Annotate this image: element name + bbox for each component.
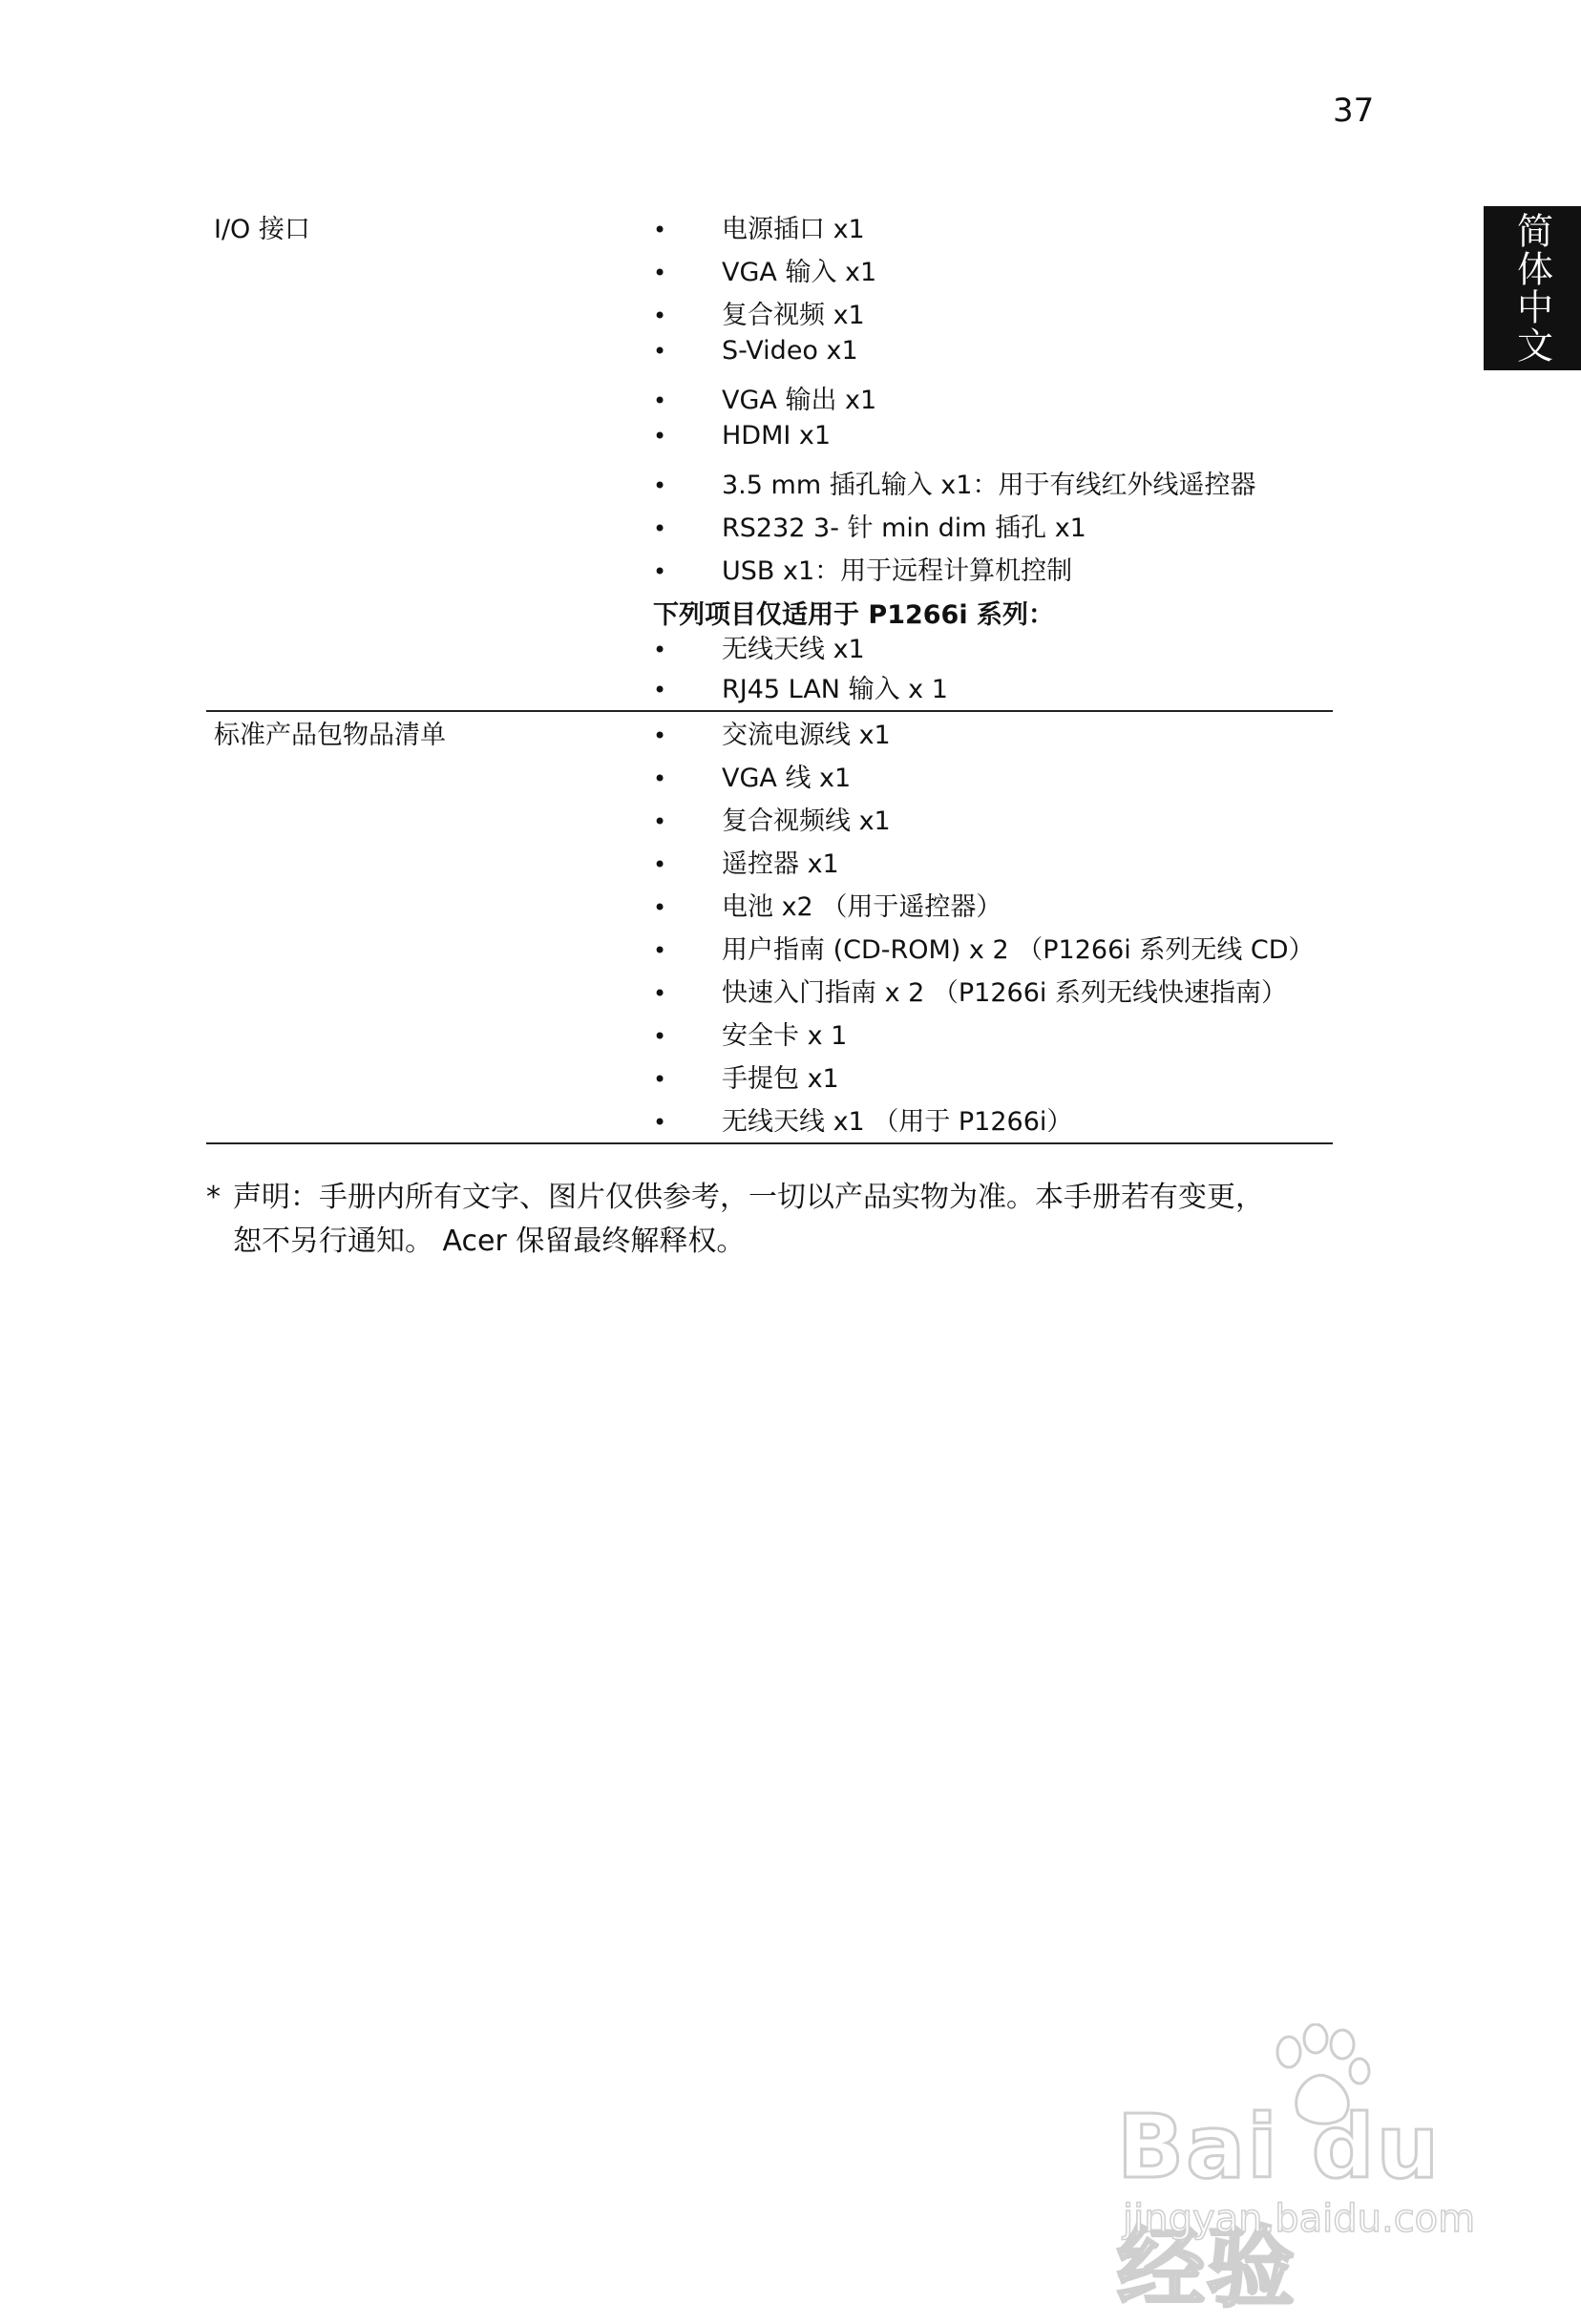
list-item xyxy=(653,628,865,665)
io-subheading: 下列项目仅适用于 P1266i 系列： xyxy=(653,600,1054,630)
section-divider xyxy=(206,1142,1333,1144)
list-item-text: 遥控器 x1 xyxy=(722,849,839,879)
list-item xyxy=(653,379,876,416)
io-section-label: I/O 接口 xyxy=(214,215,310,244)
watermark-sub-text: jingyan.baidu.com xyxy=(1123,2197,1476,2241)
list-item-text: 3.5 mm 插孔输入 x1：用于有线红外线遥控器 xyxy=(722,471,1256,500)
disclaimer-line-2: 恕不另行通知。 Acer 保留最终解释权。 xyxy=(233,1225,746,1258)
bullet-icon: • xyxy=(653,217,667,243)
list-item-text: VGA 输出 x1 xyxy=(722,386,877,415)
list-item xyxy=(653,1057,839,1095)
list-item-text: HDMI x1 xyxy=(722,421,832,450)
list-item xyxy=(653,1015,847,1052)
bullet-icon: • xyxy=(653,765,667,792)
list-item xyxy=(653,929,1315,966)
list-item-text: 快速入门指南 x 2 （P1266i 系列无线快速指南） xyxy=(722,978,1287,1008)
bullet-icon: • xyxy=(653,1023,667,1050)
list-item-text: VGA 线 x1 xyxy=(722,764,852,793)
list-item xyxy=(653,843,839,880)
disclaimer-star: * xyxy=(206,1181,221,1214)
bullet-icon: • xyxy=(653,894,667,921)
list-item xyxy=(653,464,1255,501)
bullet-icon: • xyxy=(653,808,667,835)
list-item-text: 电源插口 x1 xyxy=(722,215,865,244)
list-item-text: 无线天线 x1 xyxy=(722,635,865,664)
bullet-icon: • xyxy=(653,1109,667,1136)
list-item-text: 无线天线 x1 （用于 P1266i） xyxy=(722,1107,1073,1137)
bullet-icon: • xyxy=(653,558,667,585)
bullet-icon: • xyxy=(653,677,667,703)
bullet-icon: • xyxy=(653,260,667,286)
list-item xyxy=(653,972,1287,1009)
list-item-text: 复合视频线 x1 xyxy=(722,806,891,836)
list-item xyxy=(653,294,865,331)
page-number: 37 xyxy=(1333,92,1375,130)
bullet-icon: • xyxy=(653,637,667,663)
language-tab-label: 简体中文 xyxy=(1510,212,1553,365)
baidu-watermark xyxy=(1117,2023,1499,2319)
list-item-text: RS232 3- 针 min dim 插孔 x1 xyxy=(722,513,1086,543)
list-item xyxy=(653,336,858,366)
list-item-text: 用户指南 (CD-ROM) x 2 （P1266i 系列无线 CD） xyxy=(722,935,1315,965)
disclaimer xyxy=(206,1176,1352,1264)
bullet-icon: • xyxy=(653,423,667,450)
list-item-text: 交流电源线 x1 xyxy=(722,721,891,750)
bullet-icon: • xyxy=(653,1066,667,1093)
list-item xyxy=(653,251,876,288)
bullet-icon: • xyxy=(653,937,667,964)
bullet-icon: • xyxy=(653,338,667,365)
list-item xyxy=(653,1100,1072,1138)
list-item xyxy=(653,886,1001,923)
bullet-icon: • xyxy=(653,851,667,878)
bullet-icon: • xyxy=(653,515,667,542)
list-item-text: VGA 输入 x1 xyxy=(722,258,877,287)
watermark-main-text: Bai du 经验 xyxy=(1117,2096,1442,2319)
list-item xyxy=(653,800,891,837)
bullet-icon: • xyxy=(653,472,667,499)
list-item xyxy=(653,668,948,705)
list-item xyxy=(653,507,1086,544)
list-item-text: S-Video x1 xyxy=(722,336,858,366)
bullet-icon: • xyxy=(653,387,667,414)
section-divider xyxy=(206,710,1333,712)
list-item-text: USB x1：用于远程计算机控制 xyxy=(722,556,1073,586)
list-item-text: RJ45 LAN 输入 x 1 xyxy=(722,675,948,704)
list-item-text: 手提包 x1 xyxy=(722,1064,839,1094)
disclaimer-line-1: 声明：手册内所有文字、图片仅供参考，一切以产品实物为准。本手册若有变更， xyxy=(233,1181,1264,1214)
bullet-icon: • xyxy=(653,722,667,749)
list-item-text: 电池 x2 （用于遥控器） xyxy=(722,892,1002,922)
list-item xyxy=(653,550,1072,587)
package-section-label: 标准产品包物品清单 xyxy=(214,721,446,750)
language-tab xyxy=(1484,206,1581,370)
list-item xyxy=(653,757,851,794)
list-item xyxy=(653,714,891,751)
bullet-icon: • xyxy=(653,980,667,1007)
list-item xyxy=(653,421,831,450)
list-item-text: 复合视频 x1 xyxy=(722,301,865,330)
list-item xyxy=(653,208,865,245)
list-item-text: 安全卡 x 1 xyxy=(722,1021,848,1051)
bullet-icon: • xyxy=(653,303,667,329)
